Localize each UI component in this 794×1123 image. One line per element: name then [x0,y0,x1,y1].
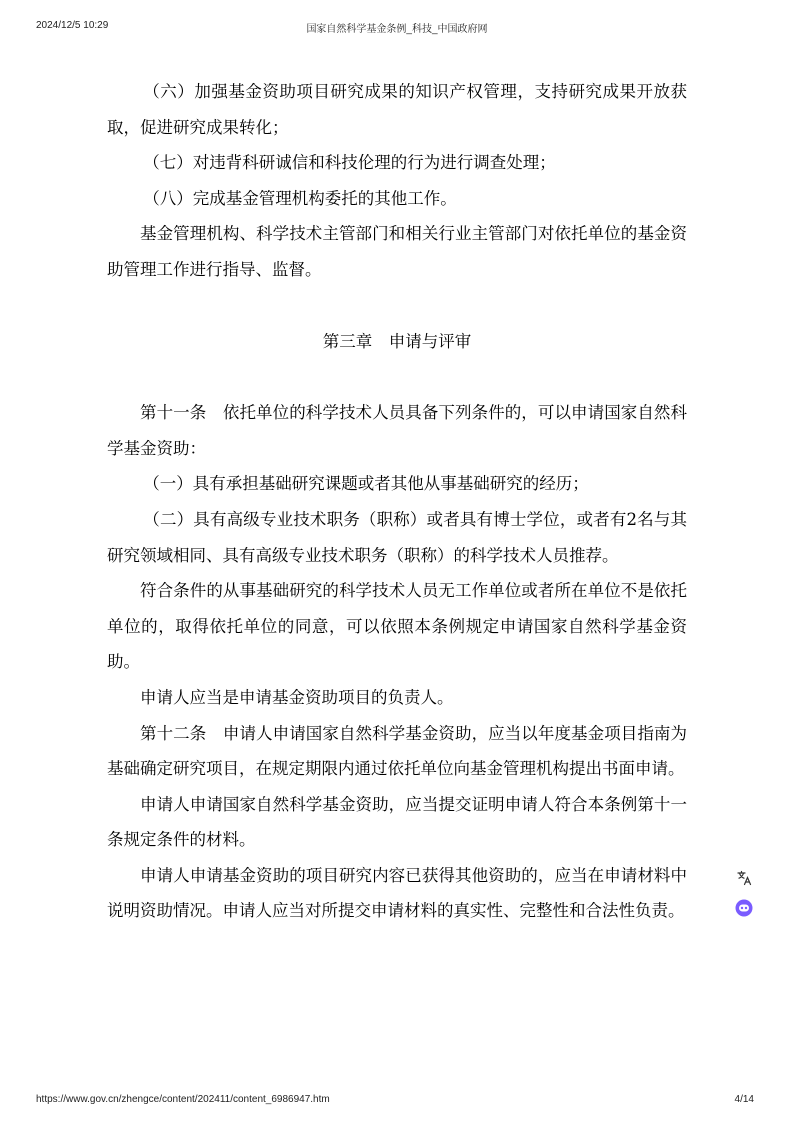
print-header [36,20,758,34]
paragraph: （六）加强基金资助项目研究成果的知识产权管理，支持研究成果开放获取，促进研究成果转化； [107,82,687,137]
print-url: https://www.gov.cn/zhengce/content/202411/content_6986947.htm [36,1094,330,1105]
print-page-title: 国家自然科学基金条例_科技_中国政府网 [306,24,488,35]
document-body [107,74,687,929]
print-footer [36,1094,754,1108]
paragraph: （八）完成基金管理机构委托的其他工作。 [143,188,457,208]
paragraph: 符合条件的从事基础研究的科学技术人员无工作单位或者所在单位不是依托单位的，取得依托单位的同意，可以依照本条例规定申请国家自然科学基金资助。 [107,581,687,672]
article-paragraph: 第十二条 申请人申请国家自然科学基金资助，应当以年度基金项目指南为基础确定研究项目，在规定期限内通过依托单位向基金管理机构提出书面申请。 [107,723,687,779]
chapter-heading: 第三章 申请与评审 [322,331,472,351]
paragraph: 申请人应当是申请基金资助项目的负责人。 [140,687,454,707]
paragraph: （七）对违背科研诚信和科技伦理的行为进行调查处理； [143,153,556,173]
paragraph: 基金管理机构、科学技术主管部门和相关行业主管部门对依托单位的基金资助管理工作进行指导、监督。 [107,224,687,279]
paragraph: 申请人申请国家自然科学基金资助，应当提交证明申请人符合本条例第十一条规定条件的材料。 [107,794,687,850]
translate-icon[interactable] [733,870,755,892]
paragraph: 申请人申请基金资助的项目研究内容已获得其他资助的，应当在申请材料中说明资助情况。申请人应当对所提交申请材料的真实性、完整性和合法性负责。 [107,865,687,921]
paragraph: （二）具有高级专业技术职务（职称）或者具有博士学位，或者有2名与其研究领域相同、具有高级专业技术职务（职称）的科学技术人员推荐。 [107,509,687,565]
article-paragraph: 第十一条 依托单位的科学技术人员具备下列条件的，可以申请国家自然科学基金资助： [107,403,687,458]
assistant-icon[interactable] [733,898,755,920]
floating-toolbar [733,870,755,926]
print-datetime: 2024/12/5 10:29 [36,20,109,31]
paragraph: （一）具有承担基础研究课题或者其他从事基础研究的经历； [143,474,589,494]
page-number: 4/14 [734,1094,754,1105]
